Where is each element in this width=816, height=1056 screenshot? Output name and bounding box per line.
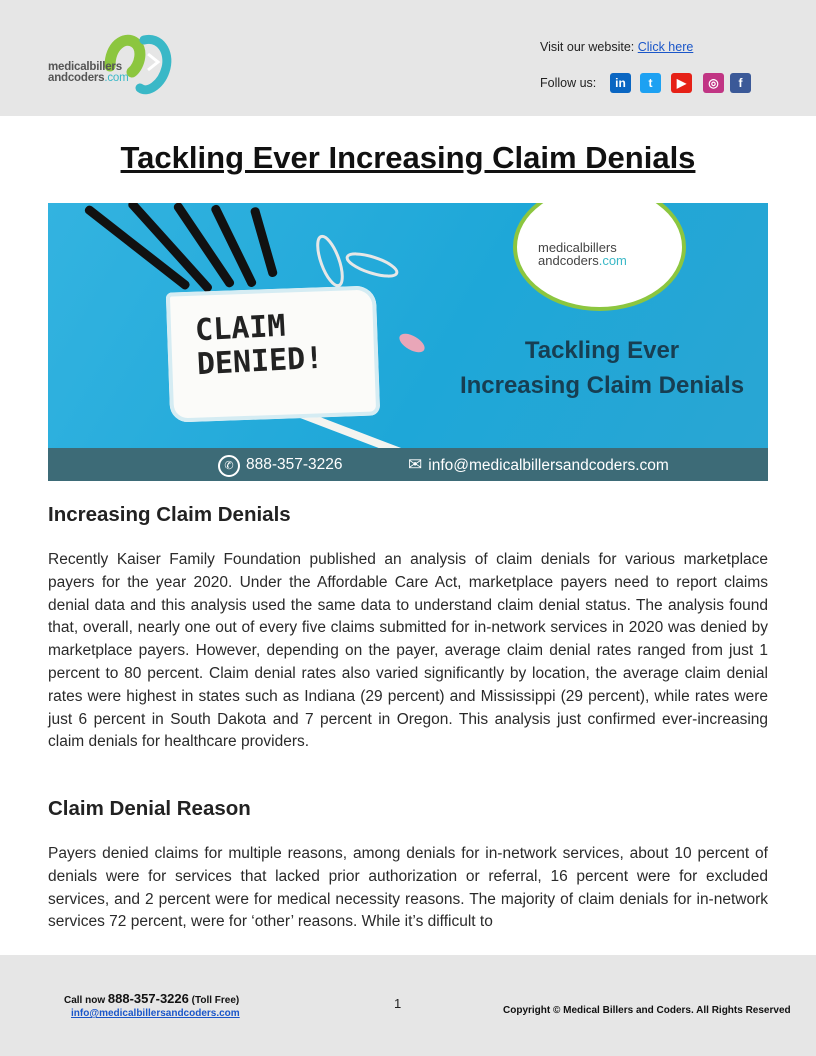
instagram-icon[interactable]: ◎: [703, 73, 724, 93]
banner-contact-bar: [48, 448, 768, 481]
mail-icon: ✉: [408, 455, 423, 474]
company-logo[interactable]: [48, 32, 178, 98]
page-number: 1: [394, 996, 402, 1011]
page-title: Tackling Ever Increasing Claim Denials: [120, 140, 696, 175]
phone-icon: ✆: [218, 455, 240, 477]
footer-email-link[interactable]: info@medicalbillersandcoders.com: [71, 1008, 240, 1019]
page-footer: [0, 955, 816, 1056]
youtube-icon[interactable]: ▶: [671, 73, 692, 93]
hero-banner: [48, 203, 768, 481]
facebook-icon[interactable]: f: [730, 73, 751, 93]
section-heading: Increasing Claim Denials: [48, 503, 291, 526]
logo-text: medicalbillers andcoders.com: [48, 61, 129, 84]
section-heading: Claim Denial Reason: [48, 797, 251, 820]
linkedin-icon[interactable]: in: [610, 73, 631, 93]
section-paragraph: Recently Kaiser Family Foundation published an analysis of claim denials for various marketplace payers for the year 2020. Under the Affordable Care Act, marketplace payers need to report claims denial data and this analysis used the same data to understand claim denial status. The analysis found that, overall, nearly one out of every five claims submitted for in-network services in 2020 was denied by marketplace payers. However, depending on the payer, average claim denial rates ranged from just 1 percent to 80 percent. Claim denial rates also varied significantly by location, the average claim denial rates were highest in states such as Indiana (29 percent) and Mississippi (29 percent), while rates were just 6 percent in South Dakota and 7 percent in Oregon. This analysis just confirmed ever-increasing claim denials for healthcare providers.: [48, 551, 768, 751]
banner-heading: Tackling Ever Increasing Claim Denials: [459, 337, 745, 399]
website-line: [540, 40, 693, 54]
section-paragraph: Payers denied claims for multiple reasons, among denials for in-network services, about 10 percent of denials were for services that lacked prior authorization or referral, 16 percent were for excluded services, and 2 percent were for medical necessity reasons. The majority of claim denials for in-network services 72 percent, were for ‘other’ reasons. While it’s difficult to: [48, 845, 768, 931]
toll-free-number: 888-357-3226: [107, 991, 189, 1006]
page-header: [0, 0, 816, 116]
follow-label: Follow us:: [540, 76, 597, 90]
banner-phone: ✆ 888-357-3226: [218, 455, 343, 477]
website-link[interactable]: Click here: [637, 40, 694, 54]
banner-email: ✉ info@medicalbillersandcoders.com: [408, 455, 669, 474]
claim-denied-note: CLAIM DENIED!: [194, 308, 325, 383]
visit-label: Visit our website:: [540, 40, 638, 54]
call-line: Call now 888-357-3226 (Toll Free): [64, 991, 240, 1006]
copyright-text: Copyright © Medical Billers and Coders. All Rights Reserved: [503, 1005, 791, 1016]
banner-logo-text: medicalbillers andcoders.com: [538, 240, 627, 268]
twitter-icon[interactable]: t: [640, 73, 661, 93]
